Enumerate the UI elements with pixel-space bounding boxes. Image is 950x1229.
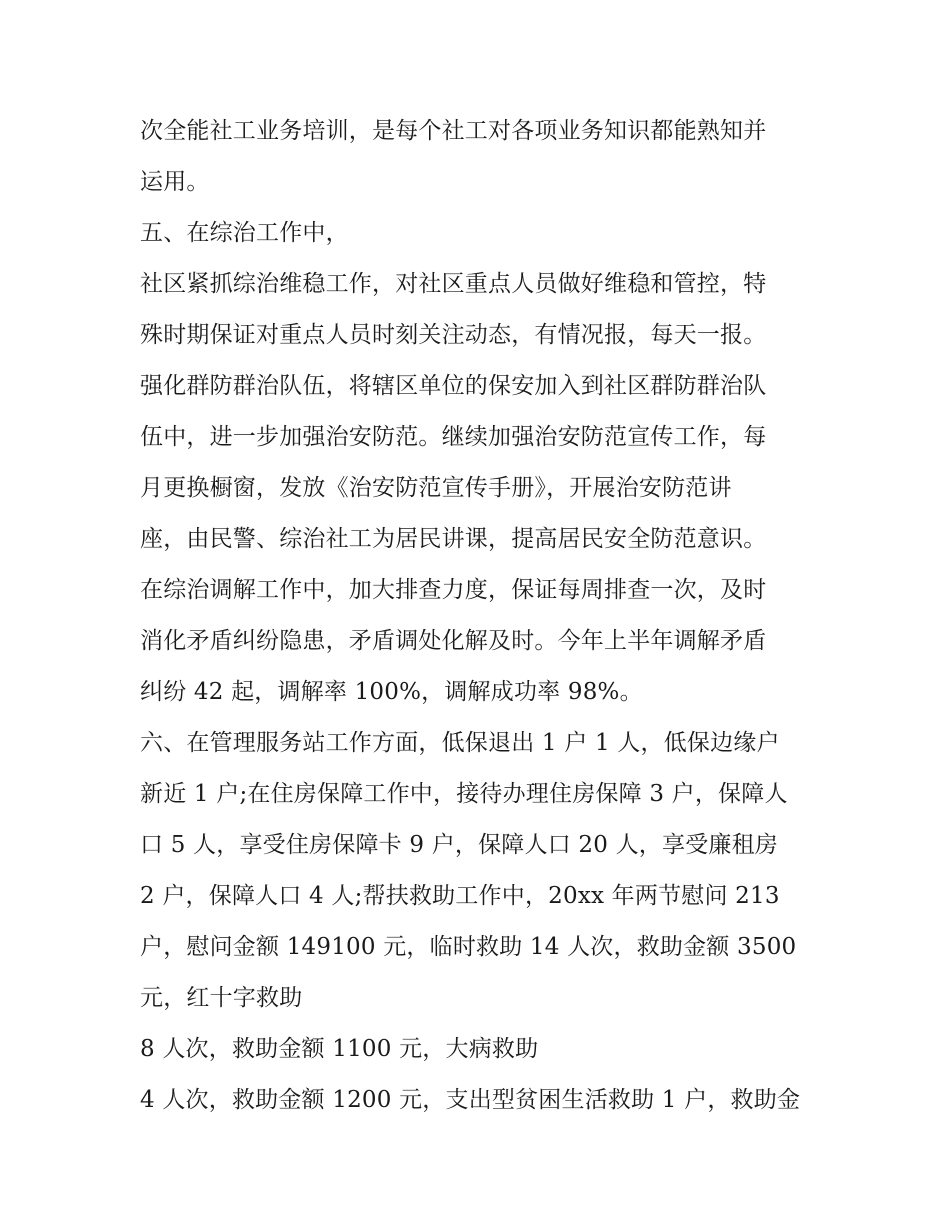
text-line-5: 殊时期保证对重点人员时刻关注动态，有情况报，每天一报。 (140, 322, 767, 348)
text-line-8: 月更换橱窗，发放《治安防范宣传手册》，开展治安防范讲 (140, 475, 732, 501)
text-line-6: 强化群防群治队伍，将辖区单位的保安加入到社区群防群治队 (140, 373, 767, 399)
text-line-9: 座，由民警、综治社工为居民讲课，提高居民安全防范意识。 (140, 526, 767, 552)
text-line-11: 消化矛盾纠纷隐患，矛盾调处化解及时。今年上半年调解矛盾 (140, 628, 767, 654)
text-line-4: 社区紧抓综治维稳工作，对社区重点人员做好维稳和管控，特 (140, 271, 767, 297)
body-text (140, 106, 820, 1126)
section-heading-5: 五、在综治工作中， (140, 220, 349, 246)
text-line-1: 次全能社工业务培训，是每个社工对各项业务知识都能熟知并 (140, 118, 767, 144)
text-line-12: 纠纷 42 起，调解率 100%，调解成功率 98%。 (140, 679, 643, 705)
text-line-2: 运用。 (140, 169, 210, 195)
text-line-14: 新近 1 户;在住房保障工作中，接待办理住房保障 3 户，保障人 (140, 781, 788, 807)
section-heading-6: 六、在管理服务站工作方面，低保退出 1 户 1 人，低保边缘户 (140, 730, 780, 756)
text-line-17: 户，慰问金额 149100 元，临时救助 14 人次，救助金额 3500 (140, 934, 797, 960)
text-line-7: 伍中，进一步加强治安防范。继续加强治安防范宣传工作，每 (140, 424, 767, 450)
text-line-19: 8 人次，救助金额 1100 元，大病救助 (140, 1036, 539, 1062)
text-line-10: 在综治调解工作中，加大排查力度，保证每周排查一次，及时 (140, 577, 767, 603)
text-line-16: 2 户，保障人口 4 人;帮扶救助工作中，20xx 年两节慰问 213 (140, 883, 780, 909)
text-line-20: 4 人次，救助金额 1200 元，支出型贫困生活救助 1 户，救助金 (140, 1087, 801, 1113)
text-line-15: 口 5 人，享受住房保障卡 9 户，保障人口 20 人，享受廉租房 (140, 832, 778, 858)
text-line-18: 元，红十字救助 (140, 985, 303, 1011)
